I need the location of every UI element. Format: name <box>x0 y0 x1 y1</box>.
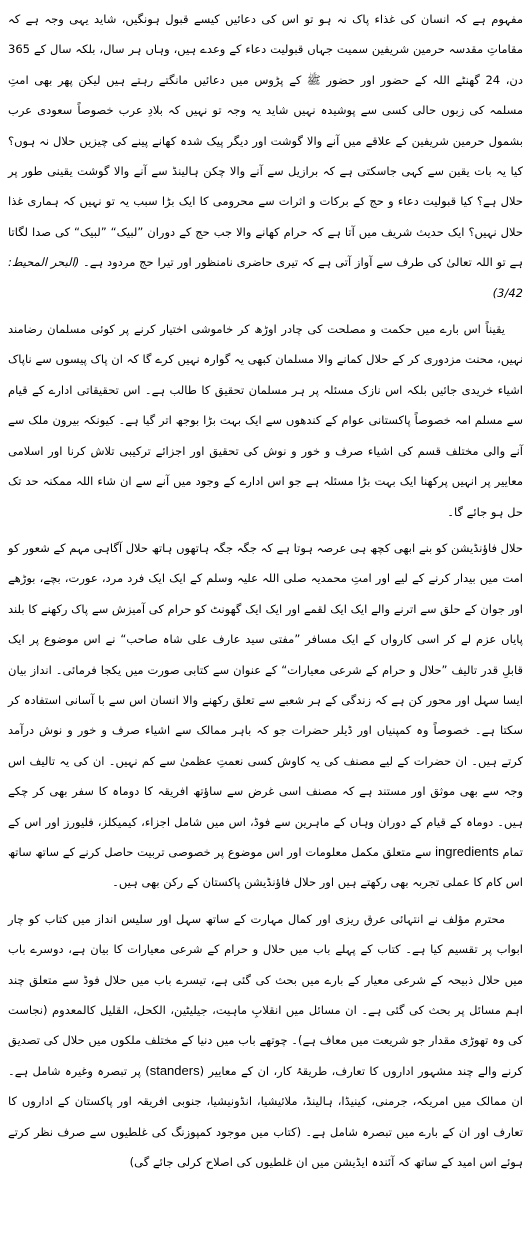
standers-term: standers <box>149 1062 200 1078</box>
reference-citation: (البحر المحیط: 3/42) <box>8 255 523 300</box>
paragraph-research-institute <box>8 314 523 527</box>
paragraph-text: یقیناً اس بارے میں حکمت و مصلحت کی چادر اوڑھ کر خاموشی اختیار کرنے پر کوئی مسلمان رضامند نہیں، محنت مزدوری کر کے حلال کمانے والا مسلمان کبھی یہ گوارہ نہیں کرے گا کہ ان پاک پیسوں سے ناپاک اشیاء خریدی جائیں بلکہ اس نازک مسئلہ پر ہر مسلمان تحقیق کا طالب ہے۔ اس تحقیقاتی ادارے کے قیام سے مسلم امہ خصوصاً پاکستانی عوام کے کندھوں سے ایک بہت بڑا بوجھ اتر گیا ہے۔ کیونکہ بیرون ملک سے آنے والی مختلف قسم کی اشیاء صرف و خور و نوش کی تحقیق اور اجزائے ترکیبی تلاش کرنا اور اسلامی معاییر پر انہیں پرکھنا ایک بہت بڑا مسئلہ ہے جو اس ادارے کے وجود میں آنے سے ان شاء اللہ ممکنہ حد تک حل ہو جائے گا۔ <box>8 322 523 519</box>
paragraph-halal-foundation <box>8 533 523 898</box>
paragraph-hadith <box>8 4 523 308</box>
paragraph-text: ) پر تبصرہ وغیرہ شامل ہے۔ ان ممالک میں امریکہ، جرمنی، کینیڈا، ہالینڈ، ملائیشیا، انڈونیشیا، جنوبی افریقہ اور پاکستان کے اداروں کا تعارف اور ان کے بارے میں تبصرہ شامل ہے۔ (کتاب میں موجود کمپوزنگ کی غلطیوں سے صرف نظر کرتے ہوئے اس امید کے ساتھ کہ آئندہ ایڈیشن میں ان غلطیوں کی اصلاح کرلی جائے گی) <box>8 1063 523 1170</box>
paragraph-text: سے متعلق مکمل معلومات اور اس موضوع پر خصوصی تربیت حاصل کرنے کے ساتھ ساتھ اس کام کا عملی تجربہ بھی رکھتے ہیں اور حلال فاؤنڈیشن پاکستان کے رکن بھی ہیں۔ <box>8 844 523 890</box>
paragraph-text: مفہوم ہے کہ انسان کی غذاء پاک نہ ہو تو اس کی دعائیں کیسے قبول ہونگیں، شاید یہی وجہ ہے کہ مقاماتِ مقدسہ حرمین شریفین سمیت جہاں قبولیت دعاء کے وعدے ہیں، وہاں ہر سال، بلکہ سال کے 365 دن، 24 گھنٹے اللہ کے حضور اور حضور ﷺ کے پڑوس میں دعائیں مانگتے رہتے ہیں لیکن پھر بھی امتِ مسلمہ کی زبوں حالی کسی سے پوشیدہ نہیں شاید یہ وجہ تو نہیں کہ بلادِ عرب خصوصاً سعودی عرب بشمول حرمین شریفین کے علاقے میں آنے والا گوشت اور دیگر پیک شدہ کھانے پینے کی چیزیں حلال نہ ہوں؟ کیا یہ بات یقین سے کہی جاسکتی ہے کہ برازیل سے آنے والا چکن ہالینڈ سے آنے والا گوشت یقینی طور پر حلال ہے؟ کیا قبولیت دعاء و حج کے برکات و اثرات سے محرومی کا ایک بڑا سبب یہ تو نہیں کہ ہماری غذا حلال نہیں؟ ایک حدیث شریف میں آتا ہے کہ حرام کھانے والا جب حج کے دوران ”لبیک“ ”لبیک“ کی صدا لگاتا ہے تو اللہ تعالیٰ کی طرف سے آواز آتی ہے کہ تیری حاضری نامنظور اور تیرا حج مردود ہے۔ <box>8 12 523 270</box>
paragraph-book-overview <box>8 904 523 1178</box>
ingredients-term: ingredients <box>435 843 499 859</box>
paragraph-text: حلال فاؤنڈیشن کو بنے ابھی کچھ ہی عرصہ ہوتا ہے کہ جگہ جگہ ہاتھوں ہاتھ حلال آگاہی مہم کے شعور کو امت میں بیدار کرنے کے لیے اور امتِ محمدیہ صلی اللہ علیہ وسلم کے ایک ایک فرد مرد، عورت، بچے، بوڑھے اور جوان کے حلق سے اترنے والے ایک ایک لقمے اور ایک ایک گھونٹ کو حرام کی آمیزش سے پاک رکھنے کا بلند پایاں عزم لے کر اسی کارواں کے ایک مسافر ”مفتی سید عارف علی شاہ صاحب“ نے اس موضوع پر ایک قابلِ قدر تالیف ”حلال و حرام کے شرعی معیارات“ کے عنوان سے کتابی صورت میں یکجا فرمائی۔ انداز بیان ایسا سہل اور محور کن ہے کہ زندگی کے ہر شعبے سے تعلق رکھنے والا انسان اس سے با آسانی استفادہ کر سکتا ہے۔ خصوصاً وہ کمپنیاں اور ڈیلر حضرات جو کہ باہر ممالک سے اشیاء صرف و خور و نوش درآمد کرتے ہیں۔ ان حضرات کے لیے مصنف کی یہ کاوش کسی نعمتِ عظمیٰ سے کم نہیں۔ ان کی یہ تالیف اس وجہ سے بھی موثق اور مستند ہے کہ مصنف اسی غرض سے ساؤتھ افریقہ کا دوماہ کا سفر بھی کر چکے ہیں۔ دوماہ کے قیام کے دوران وہاں کے ماہرین سے فوڈ، اس میں شامل اجزاء، کیمیکلز، فلیورز اور اس کے تمام <box>8 540 523 859</box>
paragraph-text: محترم مؤلف نے انتہائی عرق ریزی اور کمال مہارت کے ساتھ سہل اور سلیس انداز میں کتاب کو چار ابواب پر تقسیم کیا ہے۔ کتاب کے پہلے باب میں حلال و حرام کے شرعی معیارات کا بیان ہے، دوسرے باب میں حلال ذبیحہ کے شرعی معیار کے بارے میں بحث کی گئی ہے، تیسرے باب میں حلال فوڈ سے متعلق چند اہم مسائل پر بحث کی گئی ہے۔ ان مسائل میں انقلابِ ماہیت، جیلیٹین، الکحل، القلیل کالمعدوم (نجاست کی وہ تھوڑی مقدار جو شریعت میں معاف ہے)۔ چوتھے باب میں دنیا کے مختلف ملکوں میں حلال کی تصدیق کرنے والے چند مشہور اداروں کا تعارف، طریقۂ کار، ان کے معاییر ( <box>8 911 523 1078</box>
